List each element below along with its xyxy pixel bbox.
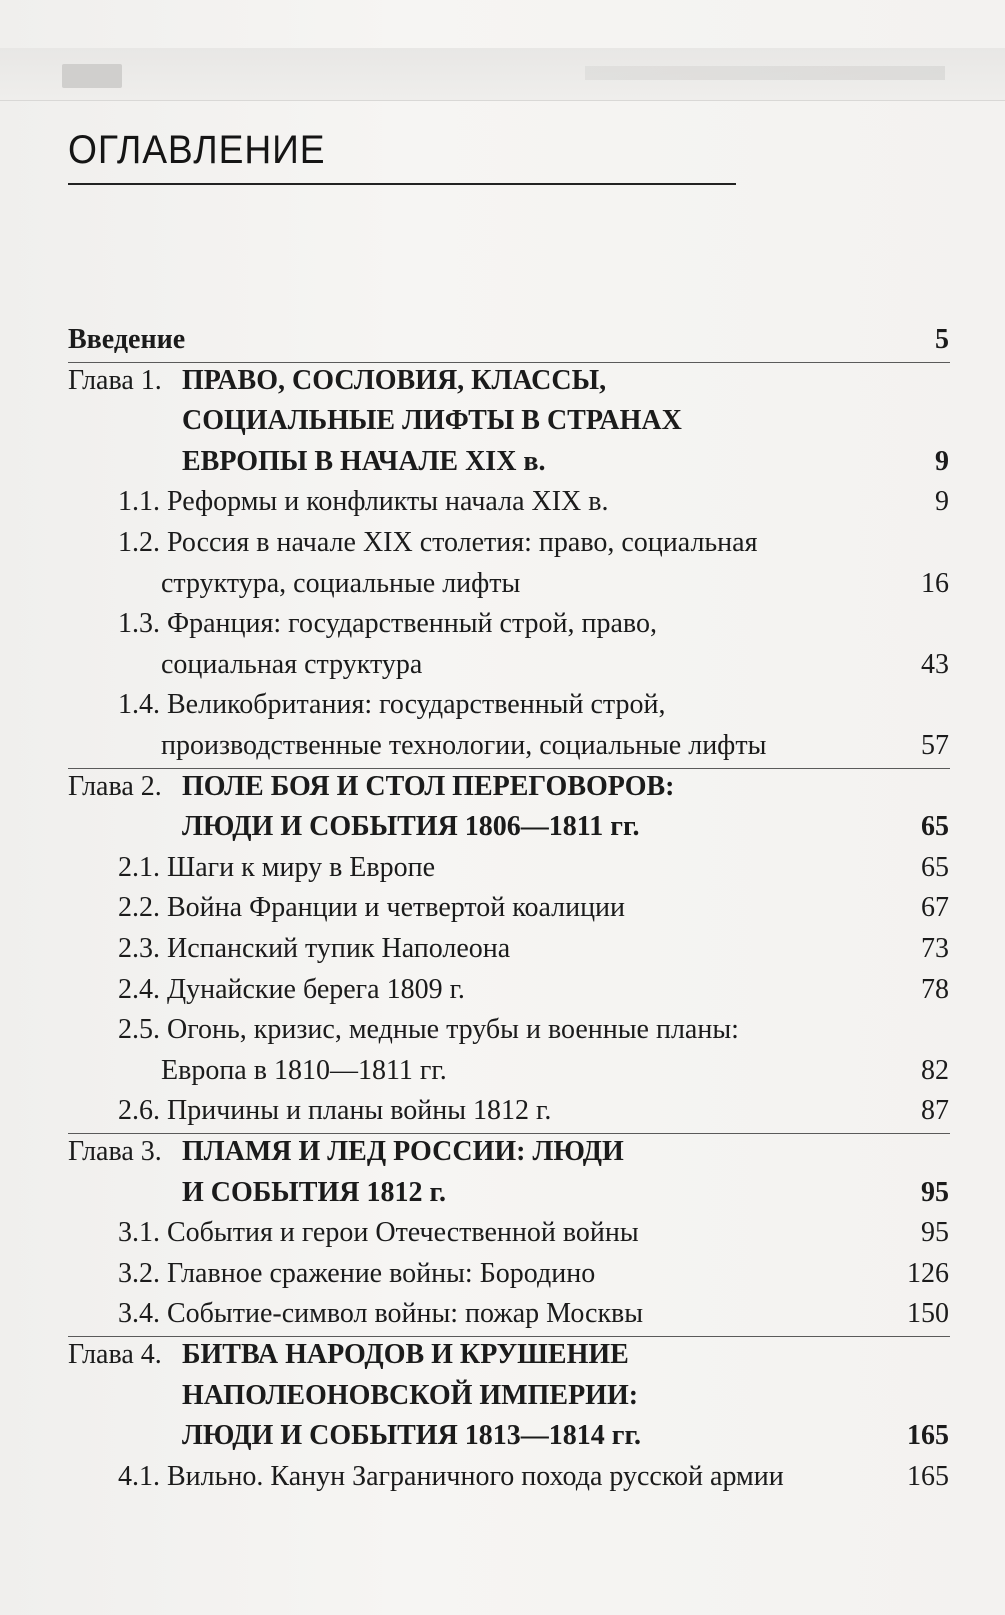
chapter-title-line: ПРАВО, СОСЛОВИЯ, КЛАССЫ, xyxy=(182,364,607,396)
chapter-title-line: ЛЮДИ И СОБЫТИЯ 1806—1811 гг. xyxy=(182,811,640,843)
intro-entry: Введение xyxy=(68,324,186,355)
section-page-number: 9 xyxy=(935,486,949,518)
section-page-number: 82 xyxy=(921,1054,949,1086)
section-title-line: социальная структура xyxy=(161,648,423,680)
chapter-title-line: БИТВА НАРОДОВ И КРУШЕНИЕ xyxy=(182,1339,629,1370)
running-head-block xyxy=(585,66,945,80)
section-title-line: 2.4. Дунайские берега 1809 г. xyxy=(118,973,465,1005)
chapter-prefix: Глава 2. xyxy=(68,770,162,802)
section-page-number: 78 xyxy=(921,973,949,1005)
section-title-line: 4.1. Вильно. Канун Заграничного похода русской армии xyxy=(118,1460,784,1492)
chapter-prefix: Глава 3. xyxy=(68,1136,162,1167)
title-underline xyxy=(68,183,736,185)
chapter-page-number: 95 xyxy=(921,1176,949,1208)
chapter-title-line: ЕВРОПЫ В НАЧАЛЕ XIX в. xyxy=(182,445,546,477)
section-page-number: 16 xyxy=(921,567,949,599)
separator-line xyxy=(68,768,950,769)
section-page-number: 67 xyxy=(921,892,949,924)
section-title-line: 3.1. События и герои Отечественной войны xyxy=(118,1217,639,1249)
section-page-number: 95 xyxy=(921,1217,949,1249)
section-page-number: 126 xyxy=(907,1257,949,1289)
section-page-number: 65 xyxy=(921,851,949,883)
chapter-title-line: ЛЮДИ И СОБЫТИЯ 1813—1814 гг. xyxy=(182,1420,642,1452)
section-title-line: 1.4. Великобритания: государственный строй, xyxy=(118,689,666,721)
section-title-line: 2.3. Испанский тупик Наполеона xyxy=(118,933,511,964)
section-page-number: 73 xyxy=(921,933,949,964)
section-title-line: 3.2. Главное сражение войны: Бородино xyxy=(118,1257,596,1289)
chapter-page-number: 65 xyxy=(921,811,949,843)
chapter-prefix: Глава 1. xyxy=(68,364,162,396)
separator-line xyxy=(68,362,950,363)
intro-page-number: 5 xyxy=(935,324,949,355)
section-title-line: производственные технологии, социальные лифты xyxy=(161,730,767,761)
chapter-title-line: СОЦИАЛЬНЫЕ ЛИФТЫ В СТРАНАХ xyxy=(182,405,682,437)
section-title-line: Европа в 1810—1811 гг. xyxy=(161,1054,447,1086)
toc-title: ОГЛАВЛЕНИЕ xyxy=(68,128,326,172)
separator-line xyxy=(68,1133,950,1134)
section-title-line: 2.5. Огонь, кризис, медные трубы и военные планы: xyxy=(118,1014,739,1046)
section-title-line: 1.3. Франция: государственный строй, право, xyxy=(118,608,657,640)
section-title-line: структура, социальные лифты xyxy=(161,567,521,599)
section-title-line: 1.2. Россия в начале XIX столетия: право, социальная xyxy=(118,527,758,558)
section-page-number: 87 xyxy=(921,1095,949,1127)
separator-line xyxy=(68,1336,950,1337)
section-page-number: 57 xyxy=(921,730,949,761)
section-page-number: 150 xyxy=(907,1298,949,1330)
section-page-number: 165 xyxy=(907,1460,949,1492)
chapter-page-number: 9 xyxy=(935,445,949,477)
running-header xyxy=(0,48,1005,101)
chapter-title-line: ПОЛЕ БОЯ И СТОЛ ПЕРЕГОВОРОВ: xyxy=(182,770,675,802)
chapter-title-line: ПЛАМЯ И ЛЕД РОССИИ: ЛЮДИ xyxy=(182,1136,624,1167)
section-title-line: 2.6. Причины и планы войны 1812 г. xyxy=(118,1095,552,1127)
section-title-line: 2.2. Война Франции и четвертой коалиции xyxy=(118,892,626,924)
section-title-line: 1.1. Реформы и конфликты начала XIX в. xyxy=(118,486,609,518)
chapter-prefix: Глава 4. xyxy=(68,1339,162,1370)
section-title-line: 3.4. Событие-символ войны: пожар Москвы xyxy=(118,1298,644,1330)
chapter-page-number: 165 xyxy=(907,1420,949,1452)
chapter-title-line: НАПОЛЕОНОВСКОЙ ИМПЕРИИ: xyxy=(182,1379,639,1411)
chapter-title-line: И СОБЫТИЯ 1812 г. xyxy=(182,1176,447,1208)
page-number-block xyxy=(62,64,122,88)
section-page-number: 43 xyxy=(921,648,949,680)
section-title-line: 2.1. Шаги к миру в Европе xyxy=(118,851,436,883)
